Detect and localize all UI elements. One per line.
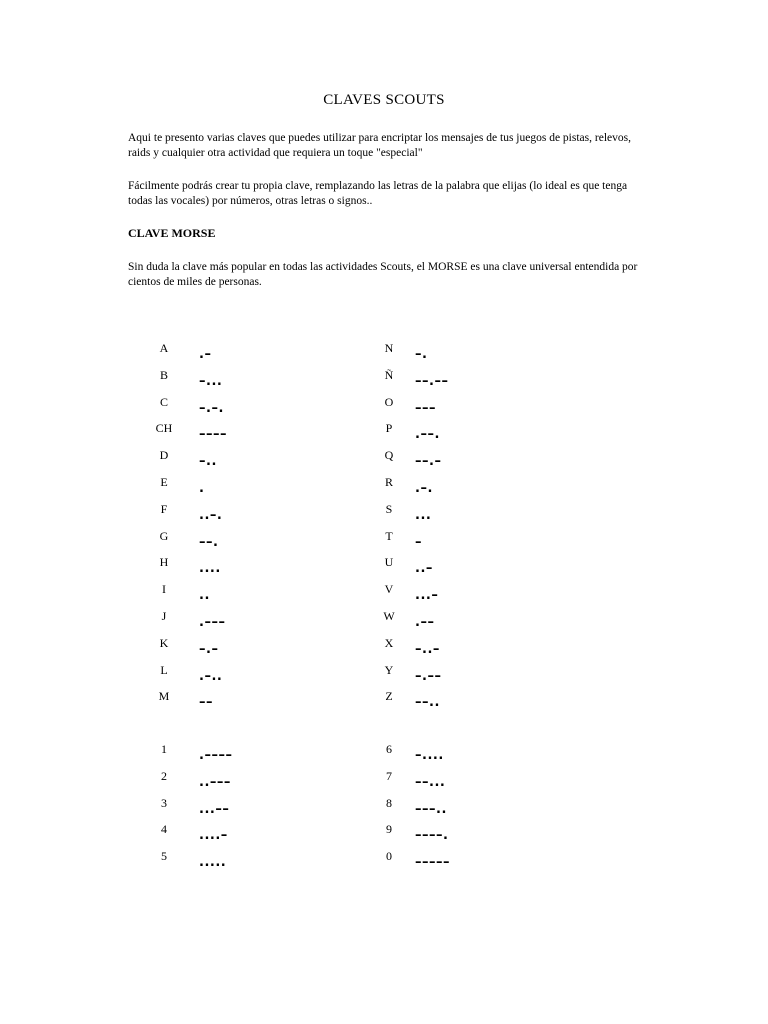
morse-code: .–..: [199, 668, 223, 684]
morse-symbol: 8: [386, 795, 392, 810]
morse-code: ––.–: [415, 454, 442, 470]
morse-symbol: 6: [386, 742, 392, 756]
morse-symbol: 2: [161, 768, 167, 783]
morse-symbol: V: [384, 582, 394, 597]
intro-paragraph-1: Aqui te presento varias claves que puedes utilizar para encriptar los mensajes de tus juegos de pistas, relevos, raids y cualquier otra actividad que requiera un toque "especial": [128, 132, 631, 159]
morse-row: [148, 341, 308, 368]
morse-symbol: K: [159, 635, 169, 650]
morse-symbol: J: [161, 608, 167, 623]
morse-symbol: E: [160, 474, 168, 489]
morse-code: –.: [415, 347, 428, 362]
section-heading: CLAVE MORSE: [128, 226, 216, 240]
morse-row: [148, 769, 308, 796]
morse-code: –––: [415, 400, 436, 416]
morse-code: –: [415, 534, 422, 550]
morse-symbol: U: [384, 555, 394, 570]
morse-symbol: R: [384, 474, 393, 489]
morse-code: .–.: [415, 480, 433, 496]
morse-row: [148, 636, 308, 663]
morse-code: –..: [199, 454, 217, 470]
morse-row: [373, 368, 533, 395]
morse-symbol: 1: [161, 742, 167, 756]
morse-symbol: P: [385, 421, 393, 436]
morse-symbol: C: [159, 394, 168, 409]
morse-code: –––––: [415, 855, 450, 871]
morse-row: [148, 582, 308, 609]
morse-code: ....: [199, 561, 221, 577]
morse-code: ––.: [199, 534, 219, 550]
morse-symbol: 0: [386, 849, 392, 864]
morse-row: [148, 822, 308, 849]
morse-code: ...–: [415, 588, 439, 604]
morse-code: ––––.: [415, 828, 449, 844]
morse-row: [148, 555, 308, 582]
morse-code: .....: [199, 855, 227, 871]
morse-letters-right-column: [373, 341, 533, 716]
morse-symbol: CH: [155, 421, 173, 436]
morse-code: .––: [415, 614, 435, 630]
morse-numbers-left-column: [148, 742, 308, 876]
morse-code: ..–: [415, 561, 433, 577]
morse-code: –.––: [415, 668, 442, 684]
morse-row: [373, 609, 533, 636]
morse-symbol: Q: [384, 448, 394, 463]
morse-symbol: 3: [161, 795, 167, 810]
morse-row: [373, 822, 533, 849]
morse-code: ....–: [199, 828, 228, 844]
morse-code: ––...: [415, 774, 446, 790]
morse-row: [373, 475, 533, 502]
morse-row: [148, 421, 308, 448]
morse-symbol: 5: [161, 849, 167, 864]
morse-row: [373, 582, 533, 609]
morse-code: –––..: [415, 801, 447, 817]
morse-code: ..: [199, 588, 210, 604]
morse-symbol: I: [162, 582, 166, 597]
morse-symbol: O: [384, 394, 394, 409]
morse-code: .––.: [415, 427, 440, 443]
morse-symbol: B: [159, 367, 168, 382]
morse-symbol: X: [384, 635, 394, 650]
morse-symbol: Y: [384, 662, 394, 677]
morse-row: [148, 529, 308, 556]
morse-symbol: Z: [385, 689, 393, 704]
morse-row: [148, 689, 308, 716]
morse-code: .––––: [199, 748, 233, 763]
morse-symbol: S: [385, 501, 393, 516]
morse-symbol: M: [158, 689, 170, 704]
morse-code: –..–: [415, 641, 440, 657]
morse-code: ...––: [199, 801, 230, 817]
morse-row: [373, 769, 533, 796]
morse-row: [148, 849, 308, 876]
morse-row: [373, 555, 533, 582]
morse-symbol: L: [160, 662, 168, 677]
morse-code: –.–: [199, 641, 219, 657]
morse-row: [148, 663, 308, 690]
morse-row: [373, 849, 533, 876]
morse-row: [373, 341, 533, 368]
morse-code: ––..: [415, 695, 440, 711]
morse-numbers-right-column: [373, 742, 533, 876]
morse-symbol: 4: [161, 822, 167, 837]
morse-symbol: A: [159, 341, 169, 355]
morse-symbol: 9: [386, 822, 392, 837]
morse-code: ––: [199, 695, 213, 711]
morse-row: [373, 421, 533, 448]
morse-code: .–: [199, 347, 212, 362]
morse-symbol: T: [385, 528, 393, 543]
morse-row: [373, 689, 533, 716]
morse-symbol: D: [159, 448, 169, 463]
morse-row: [373, 448, 533, 475]
morse-row: [373, 796, 533, 823]
morse-symbol: F: [160, 501, 168, 516]
morse-code: ...: [415, 507, 432, 523]
intro-paragraph-2: Fácilmente podrás crear tu propia clave, remplazando las letras de la palabra que elijas (lo ideal es que tenga todas las vocales) por números, otras letras o signos..: [128, 180, 628, 207]
section-paragraph: Sin duda la clave más popular en todas las actividades Scouts, el MORSE es una clave universal entendida por cientos de miles de personas.: [128, 261, 638, 288]
morse-code: ––.––: [415, 373, 449, 389]
morse-row: [148, 448, 308, 475]
morse-code: –...: [199, 373, 223, 389]
morse-row: [373, 742, 533, 769]
morse-row: [148, 475, 308, 502]
morse-symbol: G: [159, 528, 169, 543]
morse-row: [373, 636, 533, 663]
morse-symbol: N: [384, 341, 394, 355]
morse-row: [373, 395, 533, 422]
morse-code: –....: [415, 748, 444, 763]
morse-row: [148, 502, 308, 529]
morse-symbol: H: [159, 555, 169, 570]
morse-code: ..–.: [199, 507, 223, 523]
morse-symbol: W: [383, 608, 395, 623]
page-title: CLAVES SCOUTS: [323, 92, 445, 108]
morse-letters-left-column: [148, 341, 308, 716]
morse-row: [148, 395, 308, 422]
morse-code: ..–––: [199, 774, 231, 790]
morse-row: [148, 609, 308, 636]
morse-row: [148, 796, 308, 823]
morse-row: [373, 529, 533, 556]
morse-row: [148, 742, 308, 769]
morse-row: [373, 663, 533, 690]
morse-code: .: [199, 480, 205, 496]
morse-symbol: Ñ: [384, 367, 394, 382]
morse-row: [373, 502, 533, 529]
morse-code: .–––: [199, 614, 226, 630]
morse-row: [148, 368, 308, 395]
morse-code: ––––: [199, 427, 227, 443]
morse-code: –.–.: [199, 400, 224, 416]
morse-symbol: 7: [386, 768, 392, 783]
